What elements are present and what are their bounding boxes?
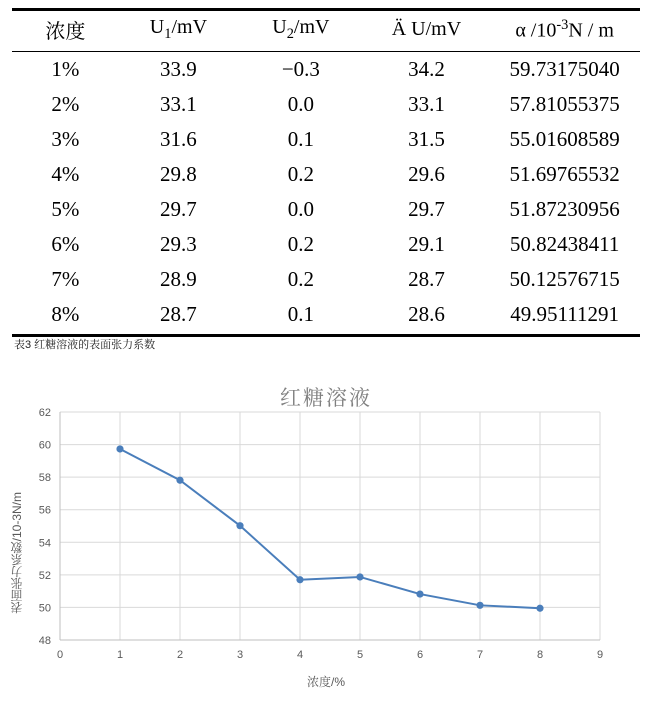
cell-alpha: 50.82438411 <box>509 232 620 256</box>
u2-subscript: 2 <box>286 26 294 42</box>
cell-u1: 28.9 <box>160 267 197 291</box>
cell-concentration: 7% <box>51 267 80 291</box>
column-header-concentration: 浓度 <box>12 10 119 52</box>
cell-alpha: 55.01608589 <box>509 127 620 151</box>
table-row <box>12 297 640 336</box>
cell-concentration: 4% <box>51 162 80 186</box>
x-tick-label: 0 <box>56 649 64 661</box>
line-chart <box>0 372 652 692</box>
table-row <box>12 262 640 297</box>
cell-u2: 0.0 <box>287 197 314 221</box>
x-tick-label: 8 <box>536 649 544 661</box>
cell-delta-u: 29.1 <box>408 232 445 256</box>
x-tick-label: 7 <box>476 649 484 661</box>
cell-concentration: 3% <box>51 127 80 151</box>
y-tick-label: 56 <box>38 504 51 517</box>
cell-alpha: 51.87230956 <box>509 197 620 221</box>
cell-concentration: 6% <box>51 232 80 256</box>
table-row <box>12 157 640 192</box>
cell-u1: 33.9 <box>160 57 197 81</box>
cell-concentration: 8% <box>12 297 119 336</box>
cell-u2: 0.0 <box>287 92 314 116</box>
cell-concentration: 1% <box>51 57 80 81</box>
surface-tension-table <box>12 8 640 337</box>
u1-subscript: 1 <box>164 26 172 42</box>
cell-u2: −0.3 <box>281 57 320 81</box>
cell-delta-u: 33.1 <box>408 92 445 116</box>
y-tick-label: 50 <box>38 602 51 615</box>
cell-u1: 28.7 <box>119 297 238 336</box>
x-tick-label: 3 <box>236 649 244 661</box>
alpha-exponent: -3 <box>556 16 569 33</box>
cell-u1: 31.6 <box>160 127 197 151</box>
x-tick-label: 4 <box>296 649 304 661</box>
cell-u1: 29.8 <box>160 162 197 186</box>
y-tick-label: 48 <box>38 635 51 647</box>
x-tick-label: 2 <box>176 649 184 661</box>
table-body <box>12 52 640 336</box>
y-tick-label: 62 <box>38 407 51 419</box>
y-axis-ticks <box>39 407 51 647</box>
x-tick-label: 5 <box>356 649 364 661</box>
cell-delta-u: 28.7 <box>408 267 445 291</box>
data-point-marker <box>176 477 183 484</box>
x-tick-label: 9 <box>596 649 604 661</box>
y-tick-label: 58 <box>38 472 51 485</box>
cell-delta-u: 29.7 <box>408 197 445 221</box>
data-point-marker <box>296 576 303 583</box>
cell-concentration: 2% <box>51 92 80 116</box>
y-axis-label: 表面张力系数/10-3N/m <box>10 492 24 614</box>
x-tick-label: 6 <box>416 649 424 661</box>
table-row <box>12 87 640 122</box>
data-point-marker <box>416 590 423 597</box>
cell-u2: 0.1 <box>238 297 364 336</box>
cell-delta-u: 31.5 <box>408 127 445 151</box>
cell-u1: 29.3 <box>160 232 197 256</box>
cell-alpha: 50.12576715 <box>509 267 620 291</box>
data-point-marker <box>116 445 123 452</box>
table-row <box>12 192 640 227</box>
y-tick-label: 54 <box>38 537 51 550</box>
cell-delta-u: 29.6 <box>408 162 445 186</box>
x-axis-label: 浓度/% <box>306 675 345 689</box>
data-point-marker <box>236 522 243 529</box>
table-row <box>12 122 640 157</box>
column-header-u2: $U_2/mV$ <box>238 10 364 52</box>
column-header-u1: $U_1/mV$ <box>119 10 238 52</box>
series-line <box>120 449 540 608</box>
table-header-row <box>12 10 640 52</box>
column-header-alpha: α $/10^{-3}N$ / m <box>489 10 640 52</box>
chart-title: 红糖溶液 <box>280 387 372 410</box>
cell-delta-u: 34.2 <box>408 57 445 81</box>
data-point-marker <box>476 602 483 609</box>
column-header-delta-u: Ä U/mV <box>364 10 490 52</box>
x-tick-label: 1 <box>116 649 124 661</box>
x-axis-ticks <box>57 649 603 661</box>
y-tick-label: 60 <box>38 439 51 452</box>
cell-alpha: 57.81055375 <box>509 92 620 116</box>
cell-u2: 0.1 <box>287 127 314 151</box>
cell-u2: 0.2 <box>287 267 314 291</box>
axis-lines <box>60 412 600 640</box>
data-point-marker <box>356 573 363 580</box>
surface-tension-table-wrap <box>12 8 640 337</box>
cell-alpha: 59.73175040 <box>509 57 620 81</box>
cell-u2: 0.2 <box>287 162 314 186</box>
chart-plot-area <box>0 372 652 692</box>
grid-lines <box>60 412 600 640</box>
cell-concentration: 5% <box>51 197 80 221</box>
cell-delta-u: 28.6 <box>364 297 490 336</box>
cell-alpha: 51.69765532 <box>509 162 620 186</box>
table-row <box>12 52 640 88</box>
data-point-marker <box>536 605 543 612</box>
cell-u1: 33.1 <box>160 92 197 116</box>
y-tick-label: 52 <box>38 569 51 582</box>
table-header <box>12 10 640 52</box>
cell-alpha: 49.95111291 <box>489 297 640 336</box>
table-caption: 表3 红糖溶液的表面张力系数 <box>14 339 156 351</box>
cell-u2: 0.2 <box>287 232 314 256</box>
cell-u1: 29.7 <box>160 197 197 221</box>
table-row <box>12 227 640 262</box>
